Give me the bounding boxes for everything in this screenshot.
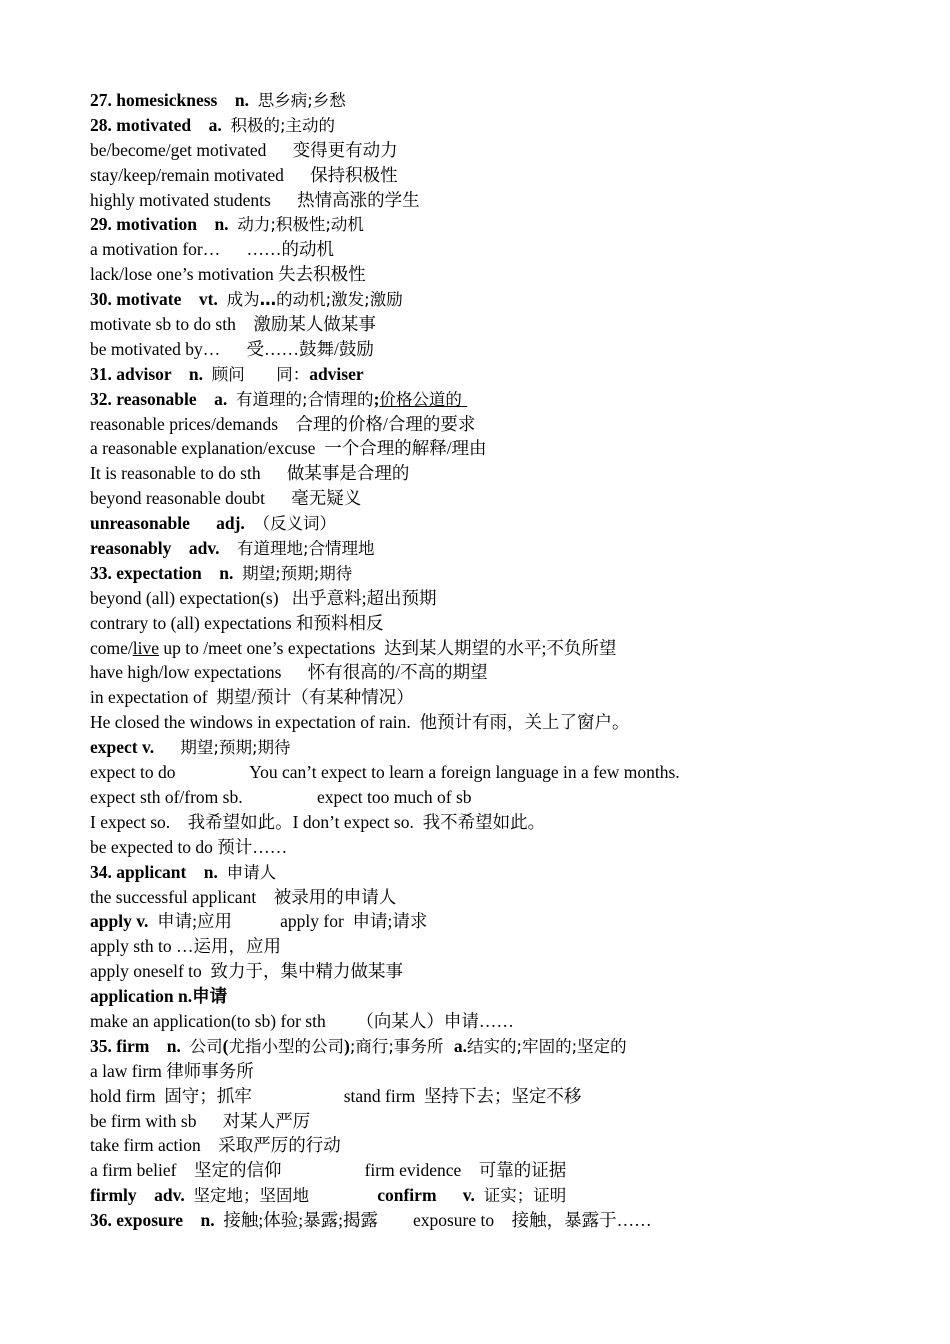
text-line [90,1084,930,1109]
line-text: make an application(to sb) for sth （向某人）申请…… [90,1010,514,1031]
headword-text: 33. expectation n. [90,562,243,583]
line-text: 申请人 [226,862,277,882]
line-text: lack/lose one’s motivation 失去积极性 [90,264,366,285]
line-text: 积极的;主动的 [230,115,336,135]
text-line [90,362,930,387]
line-text: stay/keep/remain motivated 保持积极性 [90,164,398,185]
headword-text: expect v. [90,737,181,758]
line-text: motivate sb to do sth 激励某人做某事 [90,314,376,335]
headword-text: 28. motivated a. [90,114,231,135]
line-text: 证实；证明 [483,1186,567,1206]
text-line [90,760,930,785]
text-line [90,138,930,163]
headword-text: ) [343,1035,350,1056]
line-text: 的动机;激发;激励 [276,290,403,310]
line-text: take firm action 采取严厉的行动 [90,1135,341,1156]
text-line [90,511,930,536]
line-text: apply oneself to 致力于，集中精力做某事 [90,961,404,982]
text-line [90,835,930,860]
line-text: live [132,637,160,658]
text-line [90,959,930,984]
line-text: hold firm 固守；抓牢 stand firm 坚持下去；坚定不移 [90,1085,582,1106]
line-text: 顾问 同： [211,364,310,384]
headword-text: 29. motivation n. [90,214,238,235]
text-line [90,1009,930,1034]
text-line [90,860,930,885]
text-line [90,412,930,437]
line-text: I expect so. 我希望如此。I don’t expect so. 我不希望如此。 [90,811,546,832]
line-text: 申请;应用 apply for 申请;请求 [157,911,428,932]
text-line [90,536,930,561]
headword-text: a. [453,1035,468,1056]
line-text: highly motivated students 热情高涨的学生 [90,189,420,210]
text-line [90,387,930,412]
text-line [90,785,930,810]
text-line [90,1034,930,1059]
headword-text: reasonably adv. [90,538,237,559]
headword-text: apply v. [90,911,158,932]
line-text: be expected to do 预计…… [90,836,288,857]
text-line [90,611,930,636]
line-text: in expectation of 期望/预计（有某种情况） [90,687,414,708]
text-line [90,262,930,287]
text-line [90,1059,930,1084]
line-text: 公司 [189,1036,223,1056]
headword-text: ( [222,1035,229,1056]
line-text: 尤指小型的公司 [228,1036,344,1056]
text-line [90,561,930,586]
text-line [90,163,930,188]
text-line [90,486,930,511]
headword-text: 36. exposure n. [90,1210,224,1231]
line-text: 期望;预期;期待 [242,563,353,583]
line-text: 思乡病;乡愁 [257,91,346,110]
text-line [90,188,930,213]
line-text: be/become/get motivated 变得更有动力 [90,139,398,160]
text-line [90,636,930,661]
line-text: a reasonable explanation/excuse 一个合理的解释/理由 [90,438,487,459]
text-line [90,212,930,237]
text-line [90,735,930,760]
line-text: 成为 [226,290,260,310]
headword-text: ; [373,388,380,409]
line-text: be motivated by… 受……鼓舞/鼓励 [90,338,374,359]
line-text: 坚定地；坚固地 [193,1186,378,1206]
line-text: expect sth of/from sb. expect too much of sb [90,786,472,807]
text-line [90,685,930,710]
text-line [90,586,930,611]
line-text: a law firm 律师事务所 [90,1060,254,1081]
headword-text: 35. firm n. [90,1035,190,1056]
text-line [90,461,930,486]
text-line [90,1133,930,1158]
text-line [90,436,930,461]
line-text: have high/low expectations 怀有很高的/不高的期望 [90,662,488,683]
headword-text: adviser [309,363,364,384]
line-text: expect to do You can’t expect to learn a foreign language in a few months. [90,762,680,783]
document-page [90,88,930,1233]
line-text: beyond reasonable doubt 毫无疑义 [90,488,362,509]
line-text: the successful applicant 被录用的申请人 [90,886,397,907]
line-text: reasonable prices/demands 合理的价格/合理的要求 [90,413,476,434]
headword-text: firmly adv. [90,1185,194,1206]
line-text: 接触;体验;暴露;揭露 exposure to 接触，暴露于…… [223,1210,652,1231]
line-text: come/ [90,637,133,658]
line-text: ;商行;事务所 [349,1036,454,1056]
text-line [90,1158,930,1183]
line-text: up to /meet one’s expectations 达到某人期望的水平;不负所望 [159,637,617,658]
line-text: 期望;预期;期待 [180,738,291,758]
line-text: a motivation for… ……的动机 [90,239,335,260]
line-text: It is reasonable to do sth 做某事是合理的 [90,463,410,484]
line-text: a firm belief 坚定的信仰 firm evidence 可靠的证据 [90,1160,567,1181]
headword-text: … [259,290,277,310]
text-line [90,113,930,138]
text-line [90,1109,930,1134]
line-text: 有道理的;合情理的 [236,389,374,409]
line-text: contrary to (all) expectations 和预料相反 [90,612,384,633]
headword-text: 31. advisor n. [90,363,212,384]
line-text: be firm with sb 对某人严厉 [90,1110,311,1131]
line-text: 动力;积极性;动机 [237,215,364,235]
text-line [90,312,930,337]
text-line [90,660,930,685]
line-text: apply sth to …运用，应用 [90,936,282,957]
text-line [90,984,930,1009]
text-line [90,287,930,312]
line-text: （反义词） [253,514,337,534]
text-line [90,1183,930,1208]
line-text: 价格公道的 [379,389,468,409]
line-text: 有道理地;合情理地 [237,539,375,559]
headword-text: confirm v. [377,1185,484,1206]
headword-text: application n.申请 [90,986,228,1007]
text-line [90,710,930,735]
text-line [90,1208,930,1233]
text-line [90,810,930,835]
text-line [90,909,930,934]
line-text: He closed the windows in expectation of rain. 他预计有雨，关上了窗户。 [90,712,630,733]
headword-text: 30. motivate vt. [90,289,227,310]
headword-text: unreasonable adj. [90,513,254,534]
text-line [90,237,930,262]
headword-text: 34. applicant n. [90,861,227,882]
line-text: 结实的;牢固的;坚定的 [467,1036,627,1056]
headword-text: 27. homesickness n. [90,90,258,110]
headword-text: 32. reasonable a. [90,388,236,409]
line-text: beyond (all) expectation(s) 出乎意料;超出预期 [90,587,437,608]
text-line [90,934,930,959]
text-line [90,337,930,362]
text-line [90,885,930,910]
text-line [90,88,930,113]
